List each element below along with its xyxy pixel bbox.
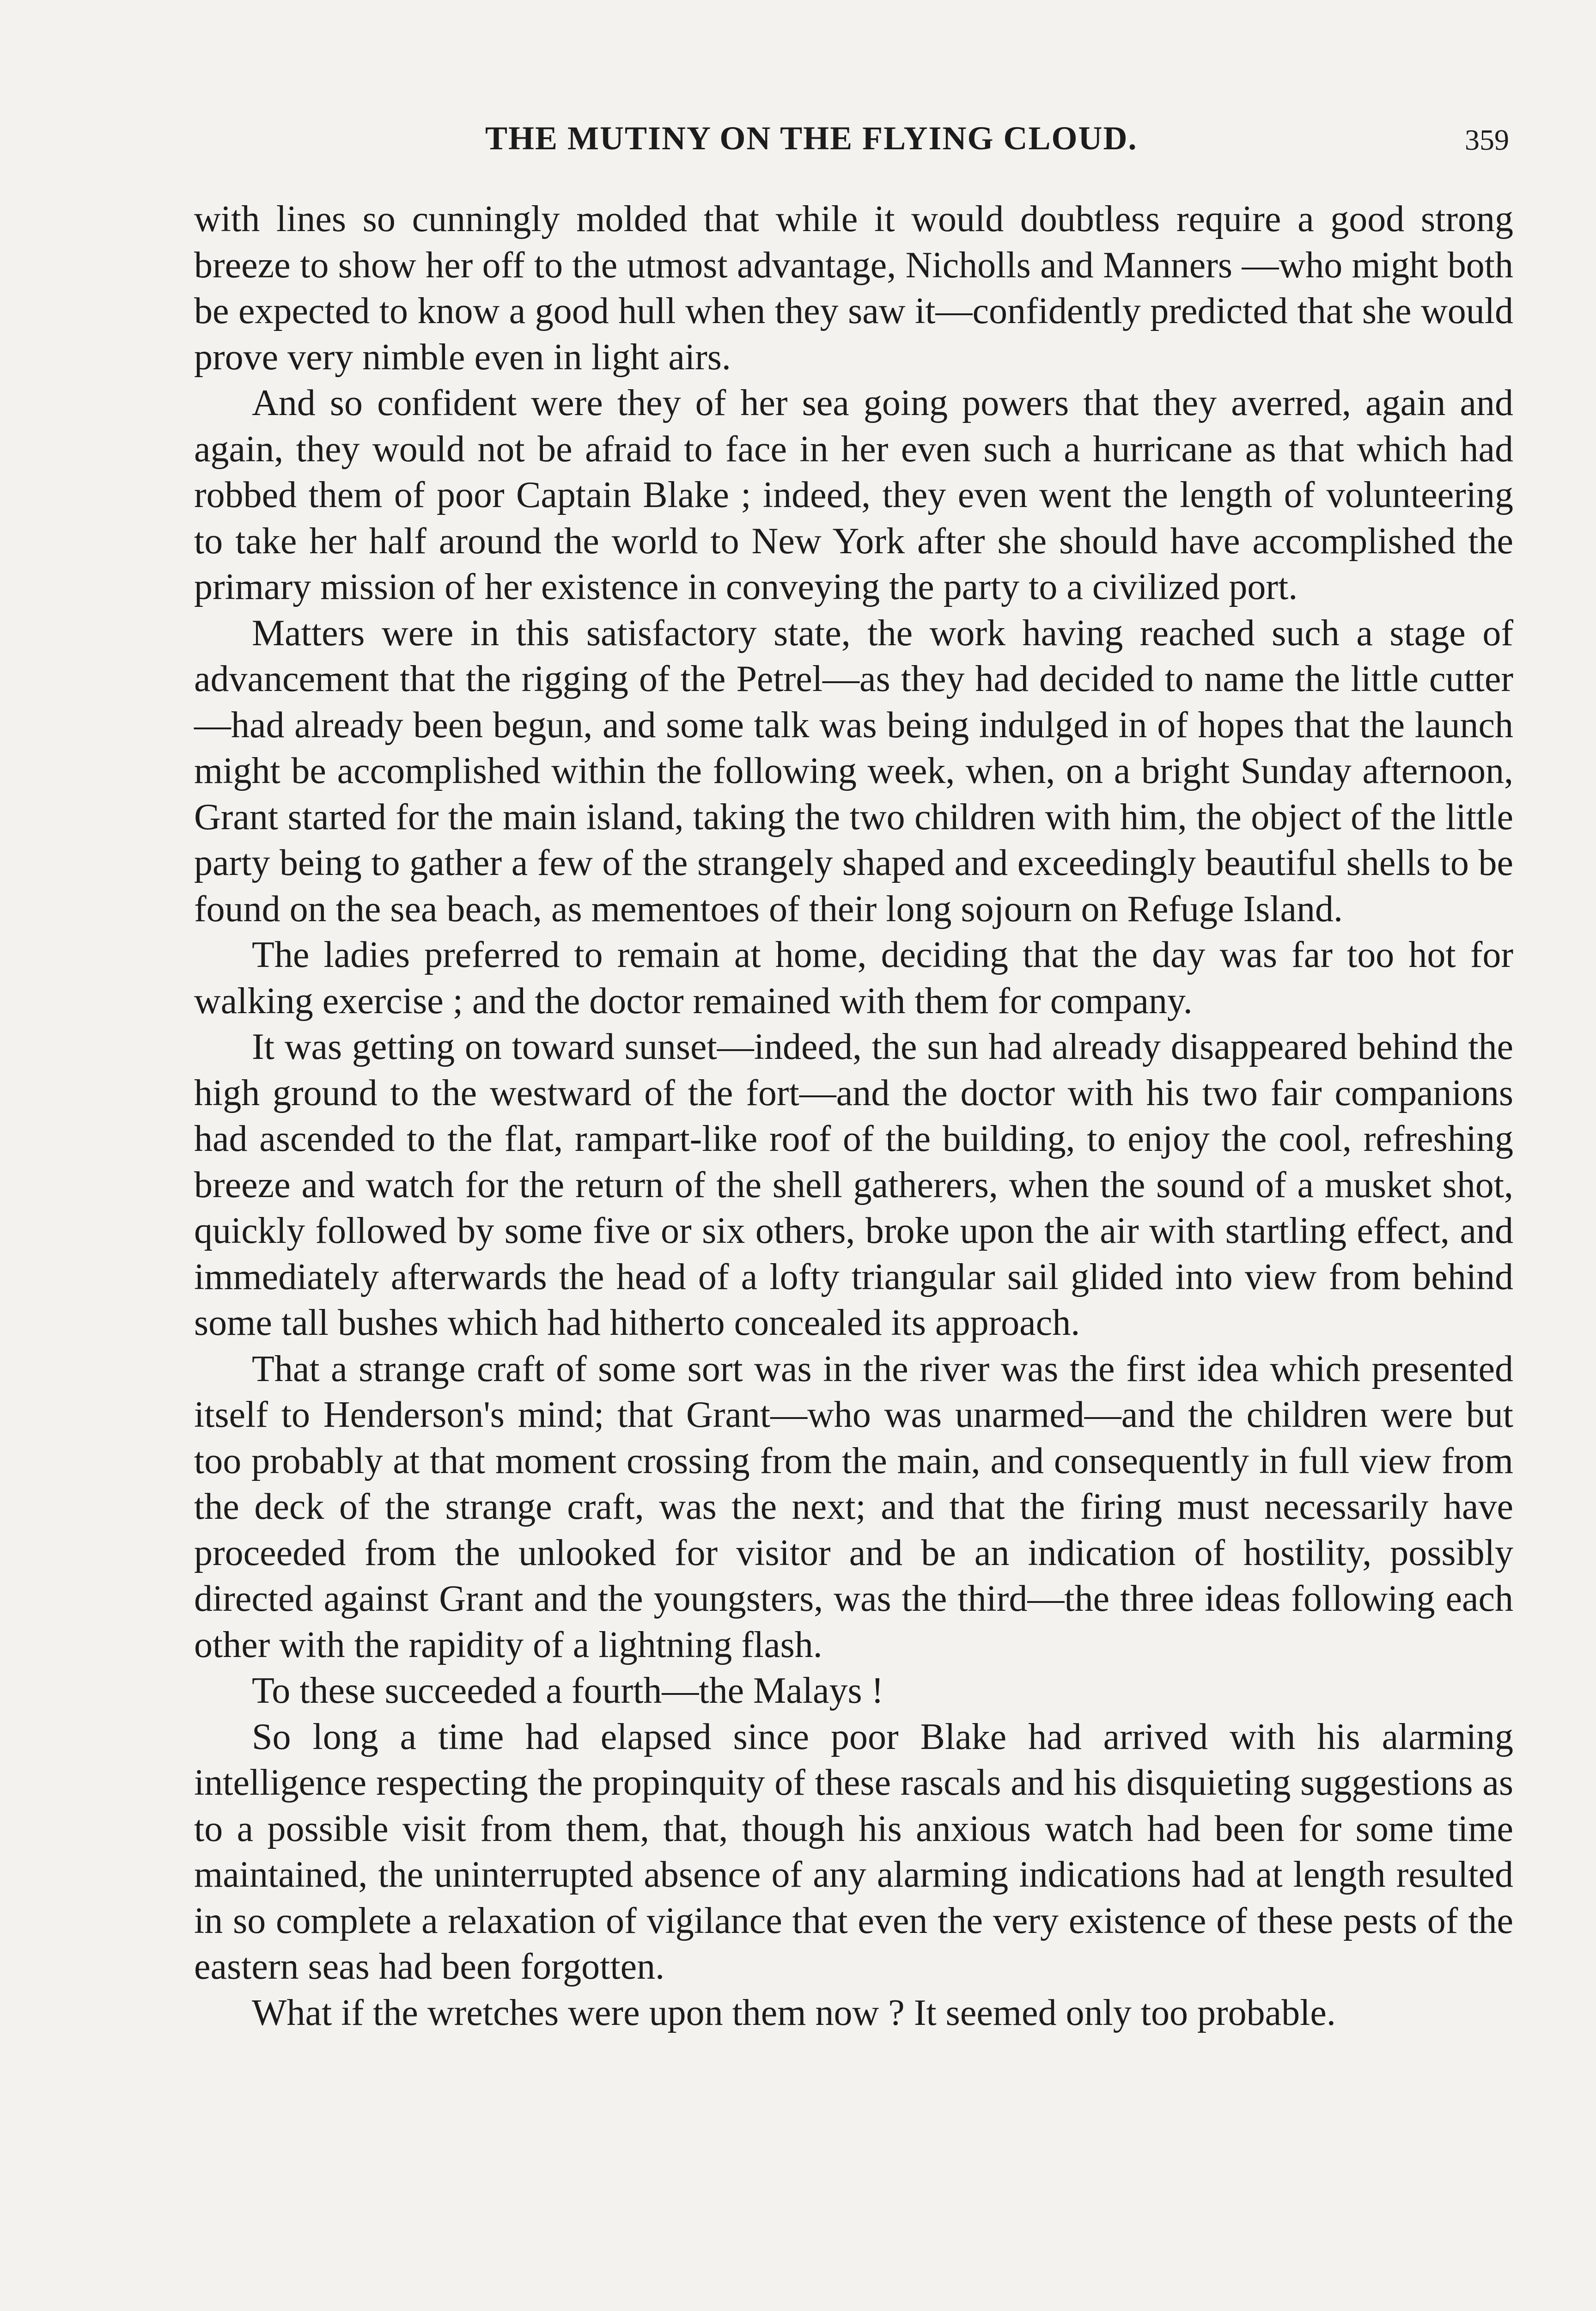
paragraph-continued: with lines so cunningly molded that while it would doubtless require a good strong breeze to show her off to the utmost advantage, Nicholls and Manners —who might both be expected to know a good hull when they saw it—confidently predicted that she would prove very nimble even in light airs.	[194, 199, 1513, 378]
paragraph: And so confident were they of her sea going powers that they averred, again and again, they would not be afraid to face in her even such a hurricane as that which had robbed them of poor Captain Blake ; indeed, they even went the length of volunteering to take her half around the world to New York after she should have accomplished the primary mission of her existence in conveying the party to a civilized port.	[194, 383, 1513, 607]
paragraph: So long a time had elapsed since poor Blake had arrived with his alarming intelligence respecting the propinquity of these rascals and his disquieting suggestions as to a possible visit from them, that, though his anxious watch had been for some time maintained, the uninterrupted absence of any alarming indications had at length resulted in so complete a relaxation of vigilance that even the very existence of these pests of the eastern seas had been forgotten.	[194, 1716, 1513, 1987]
running-title: THE MUTINY ON THE FLYING CLOUD.	[485, 120, 1138, 157]
paragraph: That a strange craft of some sort was in the river was the first idea which presented itself to Henderson's mind; that Grant—who was unarmed—and the children were but too probably at that moment crossing from the main, and consequently in full view from the deck of the strange craft, was the next; and that the firing must necessarily have proceeded from the unlooked for visitor and be an indication of hostility, possibly directed against Grant and the youngsters, was the third—the three ideas following each other with the rapidity of a lightning flash.	[194, 1348, 1513, 1665]
body-text	[194, 196, 1513, 2036]
paragraph: To these succeeded a fourth—the Malays !	[252, 1670, 884, 1711]
paragraph: What if the wretches were upon them now ? It seemed only too probable.	[252, 1992, 1336, 2033]
paragraph: It was getting on toward sunset—indeed, the sun had already disappeared behind the high ground to the westward of the fort—and the doctor with his two fair companions had ascended to the flat, rampart-like roof of the building, to enjoy the cool, refreshing breeze and watch for the return of the shell gatherers, when the sound of a musket shot, quickly followed by some five or six others, broke upon the air with startling effect, and immediately afterwards the head of a lofty triangular sail glided into view from behind some tall bushes which had hitherto concealed its approach.	[194, 1027, 1513, 1343]
paragraph: Matters were in this satisfactory state, the work having reached such a stage of advancement that the rigging of the Petrel—as they had decided to name the little cutter—had already been begun, and some talk was being indulged in of hopes that the launch might be accomplished within the following week, when, on a bright Sunday afternoon, Grant started for the main island, taking the two children with him, the object of the little party being to gather a few of the strangely shaped and exceedingly beautiful shells to be found on the sea beach, as mementoes of their long sojourn on Refuge Island.	[194, 612, 1513, 929]
page-number: 359	[1465, 123, 1509, 156]
paragraph: The ladies preferred to remain at home, deciding that the day was far too hot for walking exercise ; and the doctor remained with them for company.	[194, 935, 1513, 1021]
page-header	[0, 119, 1596, 175]
